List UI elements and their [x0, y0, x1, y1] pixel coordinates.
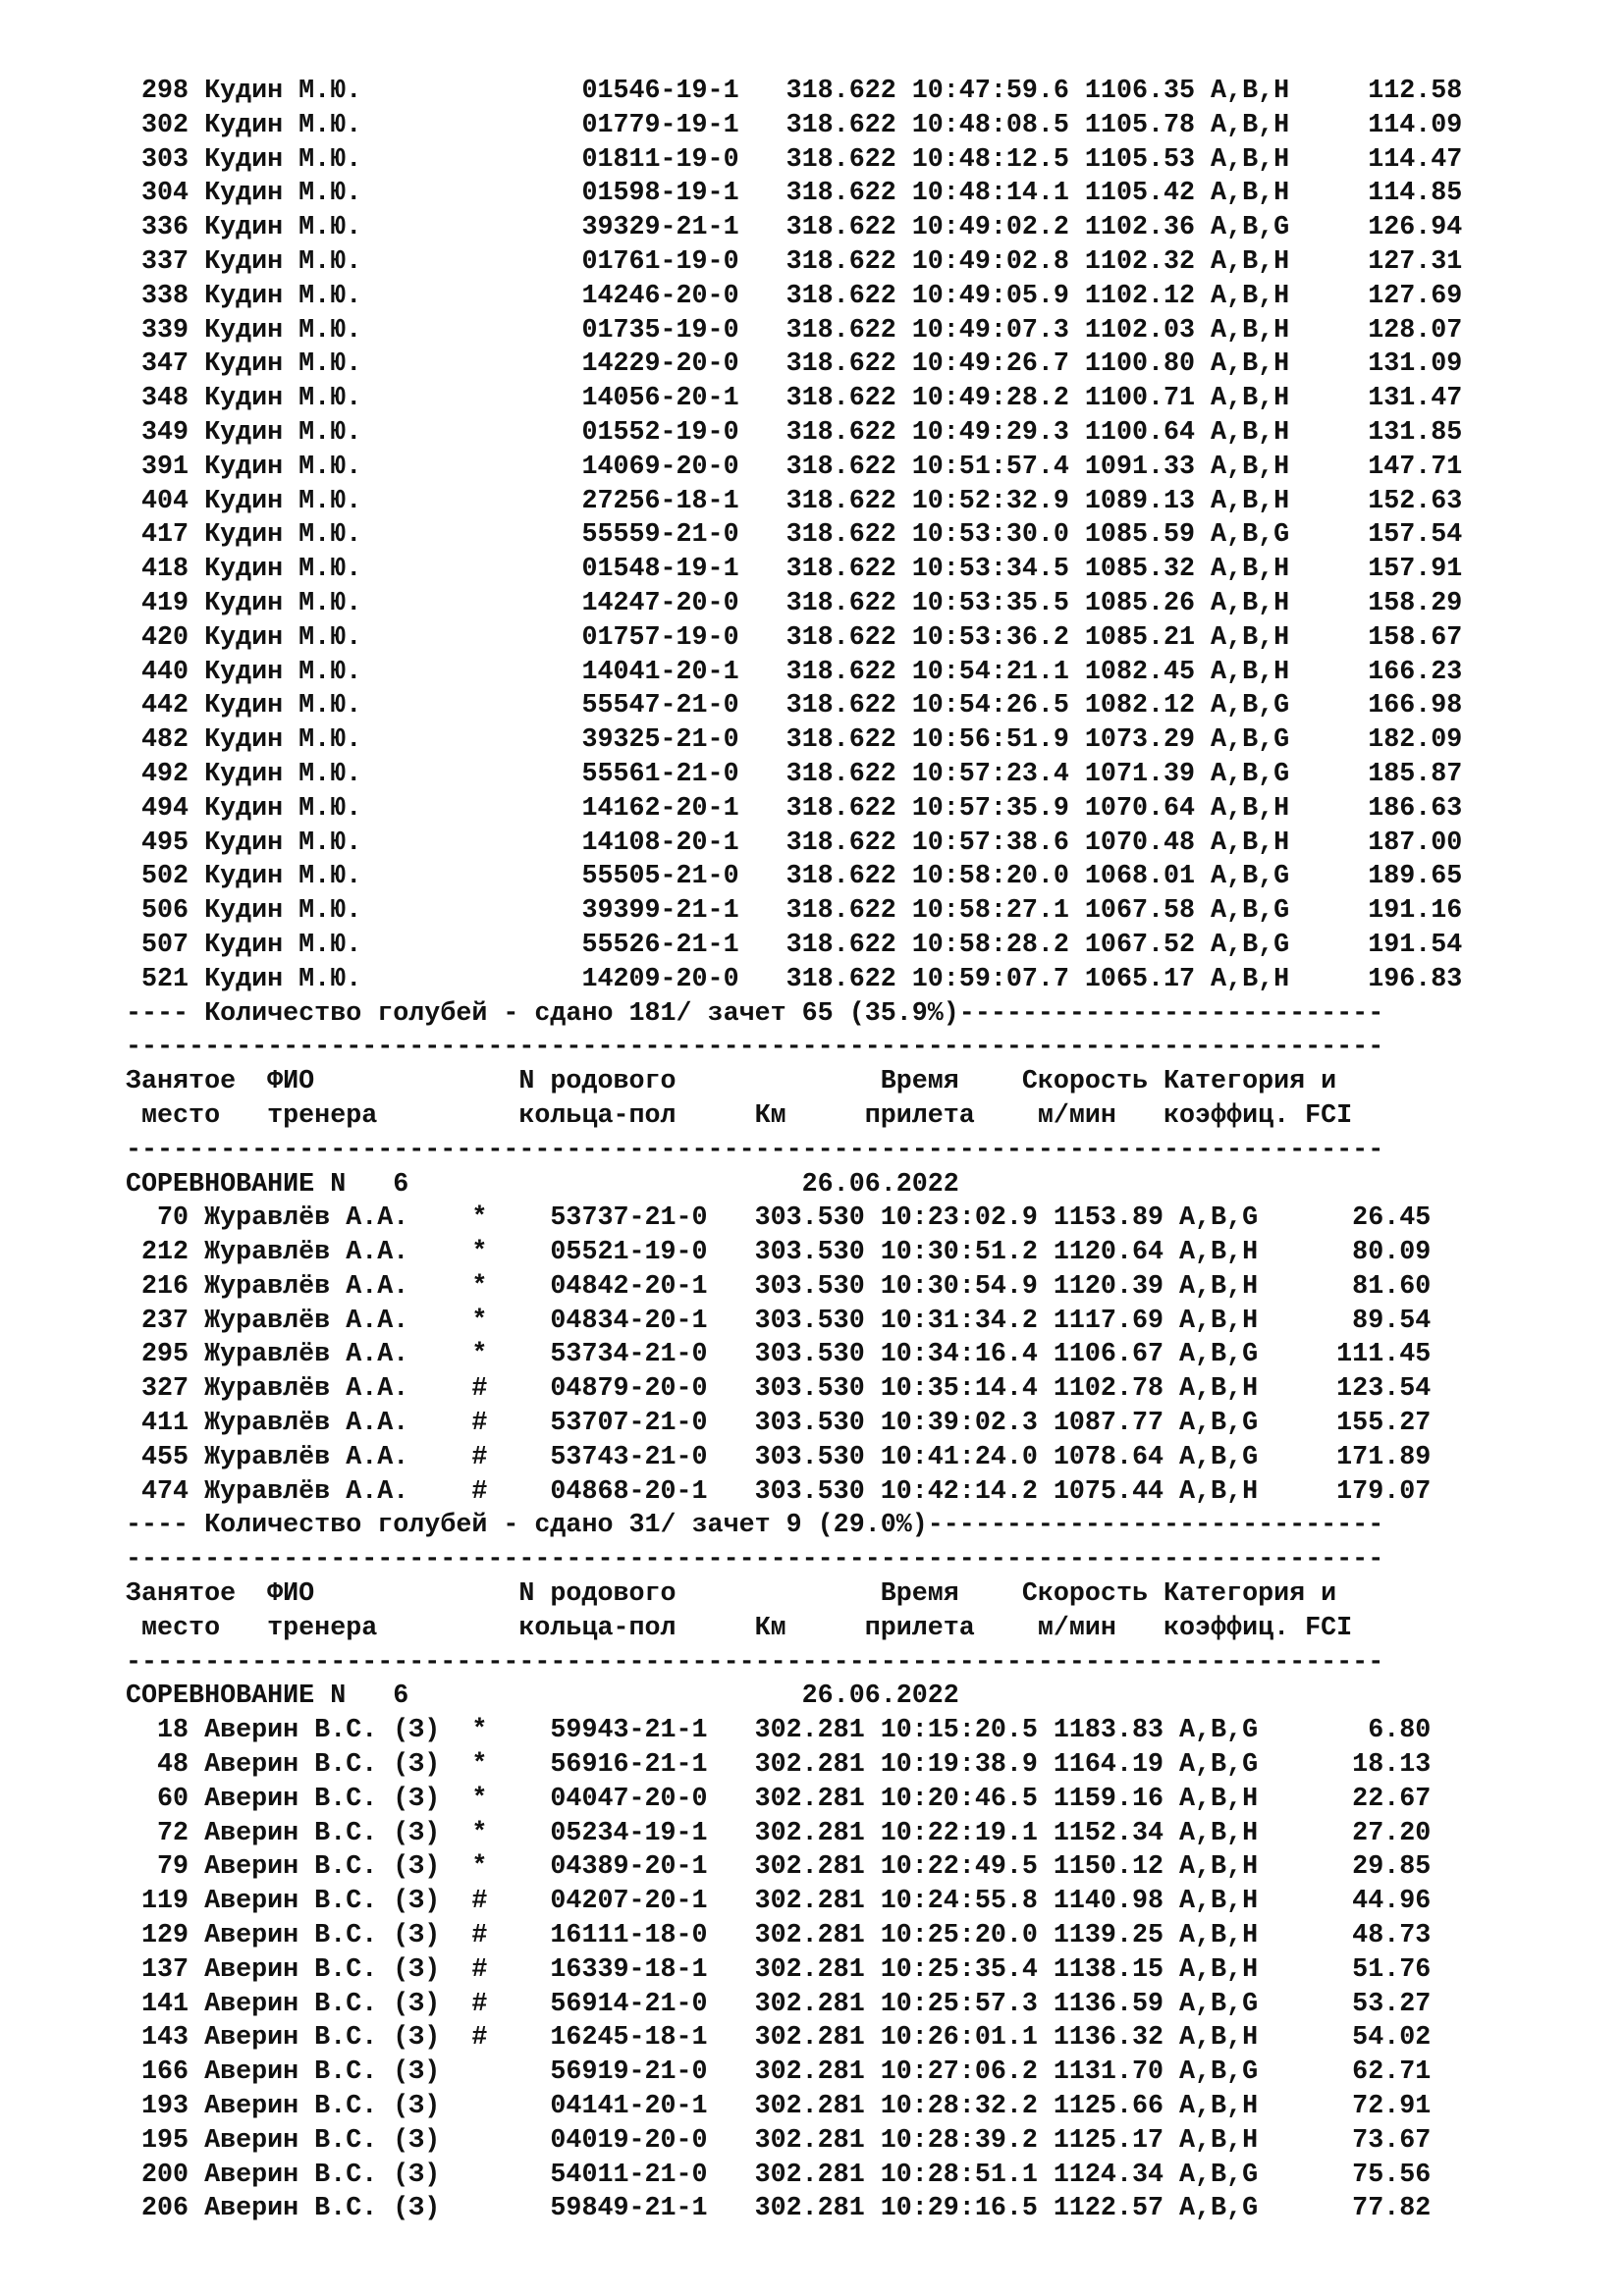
- result-row: 521 Кудин М.Ю. 14209-20-0 318.622 10:59:07.7 1065.17 A,B,H 196.83: [126, 964, 1463, 994]
- result-row: 455 Журавлёв А.А. # 53743-21-0 303.530 10:41:24.0 1078.64 A,B,G 171.89: [126, 1442, 1432, 1472]
- result-row: 193 Аверин В.С. (З) 04141-20-1 302.281 10:28:32.2 1125.66 A,B,H 72.91: [126, 2092, 1432, 2122]
- result-row: 338 Кудин М.Ю. 14246-20-0 318.622 10:49:05.9 1102.12 A,B,H 127.69: [126, 281, 1463, 311]
- column-header-row: Занятое ФИО N родового Время Скорость Категория и: [126, 1067, 1337, 1097]
- result-row: 327 Журавлёв А.А. # 04879-20-0 303.530 10:35:14.4 1102.78 A,B,H 123.54: [126, 1374, 1432, 1405]
- result-row: 337 Кудин М.Ю. 01761-19-0 318.622 10:49:02.8 1102.32 A,B,H 127.31: [126, 246, 1463, 277]
- result-row: 18 Аверин В.С. (З) * 59943-21-1 302.281 10:15:20.5 1183.83 A,B,G 6.80: [126, 1716, 1432, 1746]
- result-row: 404 Кудин М.Ю. 27256-18-1 318.622 10:52:32.9 1089.13 A,B,H 152.63: [126, 486, 1463, 516]
- column-header-row: Занятое ФИО N родового Время Скорость Категория и: [126, 1579, 1337, 1610]
- result-row: 302 Кудин М.Ю. 01779-19-1 318.622 10:48:08.5 1105.78 A,B,H 114.09: [126, 110, 1463, 140]
- pigeon-count-summary: ---- Количество голубей - сдано 31/ зачет 9 (29.0%)-----------------------------: [126, 1511, 1384, 1541]
- result-row: 442 Кудин М.Ю. 55547-21-0 318.622 10:54:26.5 1082.12 A,B,G 166.98: [126, 691, 1463, 721]
- result-row: 295 Журавлёв А.А. * 53734-21-0 303.530 10:34:16.4 1106.67 A,B,G 111.45: [126, 1340, 1432, 1370]
- separator-line: --------------------------------------------------------------------------------: [126, 1647, 1384, 1678]
- result-row: 391 Кудин М.Ю. 14069-20-0 318.622 10:51:57.4 1091.33 A,B,H 147.71: [126, 452, 1463, 482]
- result-row: 348 Кудин М.Ю. 14056-20-1 318.622 10:49:28.2 1100.71 A,B,H 131.47: [126, 384, 1463, 414]
- result-row: 195 Аверин В.С. (З) 04019-20-0 302.281 10:28:39.2 1125.17 A,B,H 73.67: [126, 2125, 1432, 2156]
- result-row: 141 Аверин В.С. (З) # 56914-21-0 302.281 10:25:57.3 1136.59 A,B,G 53.27: [126, 1989, 1432, 2019]
- result-row: 492 Кудин М.Ю. 55561-21-0 318.622 10:57:23.4 1071.39 A,B,G 185.87: [126, 759, 1463, 789]
- result-row: 206 Аверин В.С. (З) 59849-21-1 302.281 10:29:16.5 1122.57 A,B,G 77.82: [126, 2194, 1432, 2224]
- result-row: 216 Журавлёв А.А. * 04842-20-1 303.530 10:30:54.9 1120.39 A,B,H 81.60: [126, 1271, 1432, 1302]
- result-row: 137 Аверин В.С. (З) # 16339-18-1 302.281 10:25:35.4 1138.15 A,B,H 51.76: [126, 1954, 1432, 1985]
- result-row: 440 Кудин М.Ю. 14041-20-1 318.622 10:54:21.1 1082.45 A,B,H 166.23: [126, 657, 1463, 687]
- result-row: 494 Кудин М.Ю. 14162-20-1 318.622 10:57:35.9 1070.64 A,B,H 186.63: [126, 793, 1463, 824]
- result-row: 72 Аверин В.С. (З) * 05234-19-1 302.281 10:22:19.1 1152.34 A,B,H 27.20: [126, 1818, 1432, 1848]
- result-row: 304 Кудин М.Ю. 01598-19-1 318.622 10:48:14.1 1105.42 A,B,H 114.85: [126, 179, 1463, 209]
- result-row: 349 Кудин М.Ю. 01552-19-0 318.622 10:49:29.3 1100.64 A,B,H 131.85: [126, 417, 1463, 448]
- result-row: 143 Аверин В.С. (З) # 16245-18-1 302.281 10:26:01.1 1136.32 A,B,H 54.02: [126, 2023, 1432, 2054]
- result-row: 298 Кудин М.Ю. 01546-19-1 318.622 10:47:59.6 1106.35 A,B,H 112.58: [126, 77, 1463, 106]
- result-row: 119 Аверин В.С. (З) # 04207-20-1 302.281 10:24:55.8 1140.98 A,B,H 44.96: [126, 1887, 1432, 1917]
- result-row: 417 Кудин М.Ю. 55559-21-0 318.622 10:53:30.0 1085.59 A,B,G 157.54: [126, 520, 1463, 551]
- result-row: 70 Журавлёв А.А. * 53737-21-0 303.530 10:23:02.9 1153.89 A,B,G 26.45: [126, 1203, 1432, 1234]
- result-row: 48 Аверин В.С. (З) * 56916-21-1 302.281 10:19:38.9 1164.19 A,B,G 18.13: [126, 1750, 1432, 1781]
- result-row: 495 Кудин М.Ю. 14108-20-1 318.622 10:57:38.6 1070.48 A,B,H 187.00: [126, 828, 1463, 858]
- result-row: 303 Кудин М.Ю. 01811-19-0 318.622 10:48:12.5 1105.53 A,B,H 114.47: [126, 144, 1463, 175]
- result-row: 129 Аверин В.С. (З) # 16111-18-0 302.281 10:25:20.0 1139.25 A,B,H 48.73: [126, 1921, 1432, 1951]
- separator-line: --------------------------------------------------------------------------------: [126, 1033, 1384, 1063]
- result-row: 482 Кудин М.Ю. 39325-21-0 318.622 10:56:51.9 1073.29 A,B,G 182.09: [126, 725, 1463, 756]
- result-row: 474 Журавлёв А.А. # 04868-20-1 303.530 10:42:14.2 1075.44 A,B,H 179.07: [126, 1476, 1432, 1507]
- result-row: 339 Кудин М.Ю. 01735-19-0 318.622 10:49:07.3 1102.03 A,B,H 128.07: [126, 315, 1463, 346]
- result-row: 60 Аверин В.С. (З) * 04047-20-0 302.281 10:20:46.5 1159.16 A,B,H 22.67: [126, 1784, 1432, 1814]
- result-row: 166 Аверин В.С. (З) 56919-21-0 302.281 10:27:06.2 1131.70 A,B,G 62.71: [126, 2057, 1432, 2088]
- result-row: 507 Кудин М.Ю. 55526-21-1 318.622 10:58:28.2 1067.52 A,B,G 191.54: [126, 930, 1463, 960]
- results-printout: [126, 75, 1598, 2226]
- result-row: 419 Кудин М.Ю. 14247-20-0 318.622 10:53:35.5 1085.26 A,B,H 158.29: [126, 588, 1463, 618]
- result-row: 418 Кудин М.Ю. 01548-19-1 318.622 10:53:34.5 1085.32 A,B,H 157.91: [126, 555, 1463, 585]
- separator-line: --------------------------------------------------------------------------------: [126, 1135, 1384, 1165]
- result-row: 79 Аверин В.С. (З) * 04389-20-1 302.281 10:22:49.5 1150.12 A,B,H 29.85: [126, 1852, 1432, 1883]
- result-row: 347 Кудин М.Ю. 14229-20-0 318.622 10:49:26.7 1100.80 A,B,H 131.09: [126, 349, 1463, 380]
- result-row: 506 Кудин М.Ю. 39399-21-1 318.622 10:58:27.1 1067.58 A,B,G 191.16: [126, 896, 1463, 927]
- result-row: 212 Журавлёв А.А. * 05521-19-0 303.530 10:30:51.2 1120.64 A,B,H 80.09: [126, 1238, 1432, 1268]
- competition-heading: СОРЕВНОВАНИЕ N 6 26.06.2022: [126, 1682, 959, 1712]
- pigeon-count-summary: ---- Количество голубей - сдано 181/ зачет 65 (35.9%)---------------------------: [126, 998, 1384, 1029]
- result-row: 502 Кудин М.Ю. 55505-21-0 318.622 10:58:20.0 1068.01 A,B,G 189.65: [126, 862, 1463, 892]
- separator-line: --------------------------------------------------------------------------------: [126, 1545, 1384, 1575]
- result-row: 420 Кудин М.Ю. 01757-19-0 318.622 10:53:36.2 1085.21 A,B,H 158.67: [126, 622, 1463, 653]
- column-header-row: место тренера кольца-пол Км прилета м/мин коэффиц. FCI: [126, 1613, 1353, 1643]
- column-header-row: место тренера кольца-пол Км прилета м/мин коэффиц. FCI: [126, 1100, 1353, 1131]
- competition-heading: СОРЕВНОВАНИЕ N 6 26.06.2022: [126, 1169, 959, 1200]
- result-row: 200 Аверин В.С. (З) 54011-21-0 302.281 10:28:51.1 1124.34 A,B,G 75.56: [126, 2160, 1432, 2190]
- result-row: 411 Журавлёв А.А. # 53707-21-0 303.530 10:39:02.3 1087.77 A,B,G 155.27: [126, 1409, 1432, 1439]
- result-row: 336 Кудин М.Ю. 39329-21-1 318.622 10:49:02.2 1102.36 A,B,G 126.94: [126, 213, 1463, 243]
- result-row: 237 Журавлёв А.А. * 04834-20-1 303.530 10:31:34.2 1117.69 A,B,H 89.54: [126, 1306, 1432, 1336]
